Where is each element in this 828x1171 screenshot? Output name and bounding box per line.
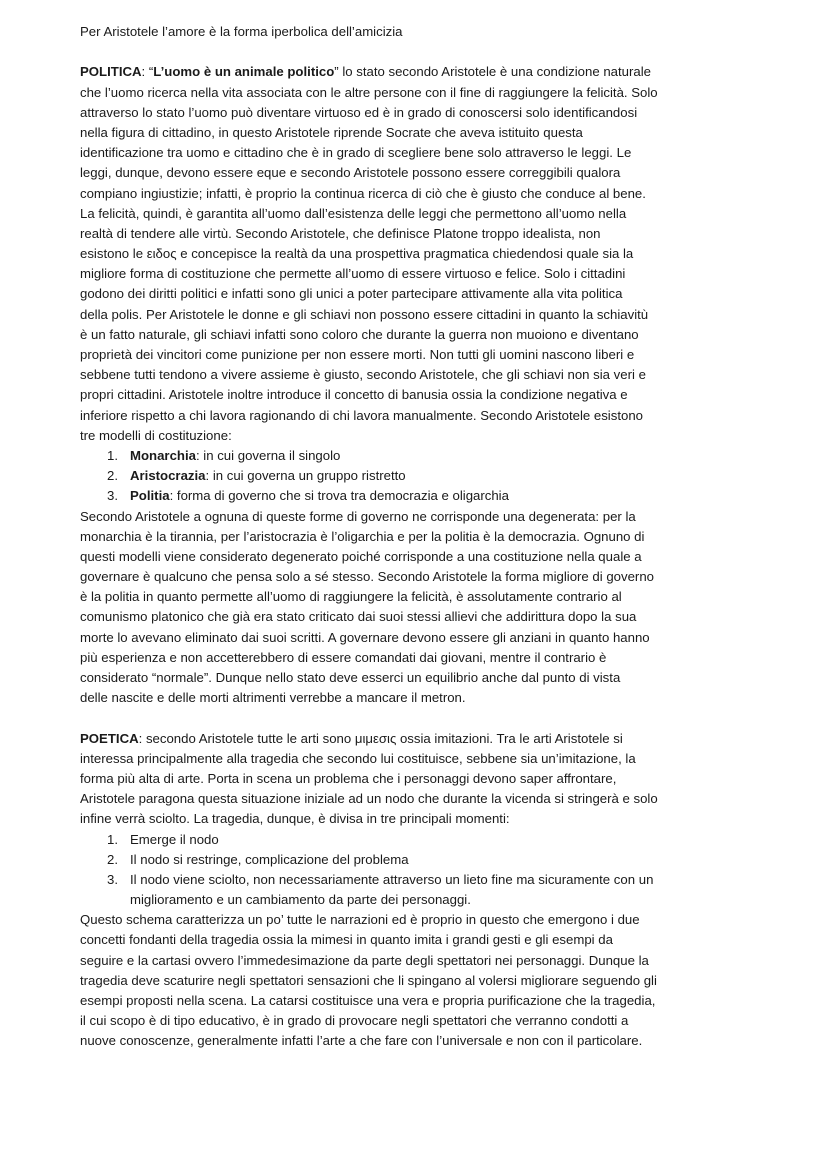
line-text: nella figura di cittadino, in questo Aristotele riprende Socrate che aveva istituito questa bbox=[80, 124, 583, 140]
list-item-description: Il nodo viene sciolto, non necessariamente attraverso un lieto fine ma sicuramente con un bbox=[130, 871, 654, 887]
text-line bbox=[80, 527, 658, 547]
line-text: miglioramento e un cambiamento da parte dei personaggi. bbox=[130, 892, 471, 908]
list-item bbox=[80, 466, 658, 486]
list-item bbox=[80, 830, 658, 850]
blank-line bbox=[80, 708, 658, 728]
section-heading: POLITICA bbox=[80, 64, 142, 80]
text-line bbox=[80, 769, 658, 789]
text-line bbox=[80, 668, 658, 688]
text-line bbox=[80, 648, 658, 668]
list-item-text bbox=[130, 852, 409, 867]
blank-line bbox=[80, 42, 658, 62]
line-text: comunismo platonico che già era stato criticato dai suoi stessi allievi che addirittura dopo la sua bbox=[80, 609, 637, 625]
line-text: tragedia deve scaturire negli spettatori sensazioni che li spingano al volersi migliorare seguendo gli bbox=[80, 972, 657, 988]
text-line bbox=[80, 930, 658, 950]
line-text: nuove conoscenze, generalmente infatti l’arte a che fare con l’universale e non con il particolare. bbox=[80, 1033, 643, 1049]
text-line bbox=[80, 184, 658, 204]
text-line bbox=[80, 284, 658, 304]
line-text: il cui scopo è di tipo educativo, è in grado di provocare negli spettatori che verranno condotti a bbox=[80, 1013, 629, 1029]
line-text: della polis. Per Aristotele le donne e gli schiavi non possono essere cittadini in quanto la schiavitù bbox=[80, 306, 649, 322]
text-line bbox=[80, 103, 658, 123]
text-line bbox=[80, 809, 658, 829]
text-line bbox=[80, 890, 658, 910]
text-line bbox=[80, 688, 658, 708]
list-item bbox=[80, 850, 658, 870]
line-text: forma più alta di arte. Porta in scena un problema che i personaggi devono saper affrontare, bbox=[80, 770, 617, 786]
line-text: monarchia è la tirannia, per l’aristocrazia è l’oligarchia e per la politia è la democrazia. Ognuno di bbox=[80, 528, 645, 544]
list-number: 3. bbox=[107, 488, 118, 504]
text-line bbox=[80, 1011, 658, 1031]
line-text: identificazione tra uomo e cittadino che è in grado di scegliere bene solo attraverso le leggi. Le bbox=[80, 145, 632, 161]
line-text: governare è qualcuno che pensa solo a sé stesso. Secondo Aristotele la forma migliore di governo bbox=[80, 569, 654, 585]
line-text: : “ bbox=[141, 64, 154, 80]
list-item-description: : in cui governa un gruppo ristretto bbox=[205, 468, 406, 484]
text-line bbox=[80, 1031, 658, 1051]
text-line bbox=[80, 587, 658, 607]
text-line bbox=[80, 547, 658, 567]
line-text: La felicità, quindi, è garantita all’uomo dall’esistenza delle leggi che permettono all’uomo nella bbox=[80, 205, 627, 221]
line-text: leggi, dunque, devono essere eque e secondo Aristotele possono essere correggibili qualora bbox=[80, 165, 621, 181]
list-item-description: Emerge il nodo bbox=[130, 831, 219, 847]
line-text: delle nascite e delle morti altrimenti verrebbe a mancare il metron. bbox=[80, 690, 466, 706]
text-line bbox=[80, 244, 658, 264]
list-item bbox=[80, 870, 658, 890]
list-item-description: : in cui governa il singolo bbox=[195, 447, 341, 463]
text-line bbox=[80, 163, 658, 183]
line-text: propri cittadini. Aristotele inoltre introduce il concetto di banusia ossia la condizione negativa e bbox=[80, 387, 628, 403]
line-text: proprietà dei vincitori come punizione per non essere morti. Non tutti gli uomini nascono liberi e bbox=[80, 347, 635, 362]
line-text: realtà di tendere alle virtù. Secondo Aristotele, che definisce Platone troppo idealista, non bbox=[80, 225, 601, 241]
line-text: è la politia in quanto permette all’uomo di raggiungere la felicità, è assolutamente contrario al bbox=[80, 589, 622, 605]
line-text: ” lo stato secondo Aristotele è una condizione naturale bbox=[334, 64, 651, 80]
line-text: concetti fondanti della tragedia ossia la mimesi in quanto imita i grandi gesti e gli esempi da bbox=[80, 932, 613, 948]
line-text: questi modelli viene considerato degenerato poiché corrisponde a una costituzione nella quale a bbox=[80, 548, 642, 564]
list-number: 2. bbox=[107, 468, 118, 484]
line-text: attraverso lo stato l’uomo può diventare virtuoso ed è in grado di conoscersi solo identificandosi bbox=[80, 104, 638, 120]
line-text: migliore forma di costituzione che permette all’uomo di essere virtuoso e felice. Solo i cittadini bbox=[80, 266, 626, 282]
text-line bbox=[80, 991, 658, 1011]
line-text: considerato “normale”. Dunque nello stato deve esserci un equilibrio anche dal punto di vista bbox=[80, 670, 621, 685]
list-item-text bbox=[130, 468, 406, 483]
text-line bbox=[80, 123, 658, 143]
list-item-text bbox=[130, 832, 219, 847]
text-line bbox=[80, 325, 658, 345]
list-item bbox=[80, 486, 658, 506]
line-text: compiano ingiustizie; infatti, è proprio la continua ricerca di ciò che è giusto che conduce al bene. bbox=[80, 185, 646, 201]
text-line bbox=[80, 365, 658, 385]
text-line bbox=[80, 345, 658, 365]
text-line bbox=[80, 507, 658, 527]
list-item-term: Monarchia bbox=[130, 447, 196, 463]
line-text: Aristotele paragona questa situazione iniziale ad un nodo che durante la vicenda si stringerà e solo bbox=[80, 791, 658, 807]
quote-emphasis: L’uomo è un animale politico bbox=[153, 64, 335, 80]
document-title: Per Aristotele l’amore è la forma iperbolica dell’amicizia bbox=[80, 24, 403, 39]
line-text: Questo schema caratterizza un po’ tutte le narrazioni ed è proprio in questo che emergono i due bbox=[80, 912, 640, 928]
list-number: 2. bbox=[107, 851, 118, 867]
text-line bbox=[80, 749, 658, 769]
text-line bbox=[80, 628, 658, 648]
text-line bbox=[80, 910, 658, 930]
line-text: infine verrà sciolto. La tragedia, dunque, è divisa in tre principali momenti: bbox=[80, 811, 510, 827]
line-text: godono dei diritti politici e infatti sono gli unici a poter partecipare attivamente alla vita politica bbox=[80, 286, 623, 302]
text-line bbox=[80, 789, 658, 809]
line-text: seguire e la cartasi ovvero l’immedesimazione da parte degli spettatori nei personaggi. Dunque la bbox=[80, 952, 649, 968]
line-text: che l’uomo ricerca nella vita associata con le altre persone con il fine di raggiungere la felicità. Solo bbox=[80, 84, 658, 100]
text-line bbox=[80, 385, 658, 405]
text-line bbox=[80, 971, 658, 991]
list-number: 1. bbox=[107, 447, 118, 463]
list-number: 3. bbox=[107, 871, 118, 887]
line-text: : secondo Aristotele tutte le arti sono μιμεσις ossia imitazioni. Tra le arti Aristotele si bbox=[138, 730, 623, 746]
line-text: inferiore rispetto a chi lavora ragionando di chi lavora manualmente. Secondo Aristotele esistono bbox=[80, 407, 643, 423]
text-line bbox=[80, 62, 658, 82]
line-text: morte lo avevano eliminato dai suoi scritti. A governare devono essere gli anziani in quanto hanno bbox=[80, 629, 650, 645]
list-item-text bbox=[130, 488, 509, 503]
list-item bbox=[80, 446, 658, 466]
text-line bbox=[80, 143, 658, 163]
list-item-text bbox=[130, 448, 340, 463]
text-line bbox=[80, 83, 658, 103]
text-line bbox=[80, 305, 658, 325]
text-line bbox=[80, 607, 658, 627]
list-item-description: Il nodo si restringe, complicazione del problema bbox=[130, 851, 409, 867]
text-line bbox=[80, 204, 658, 224]
line-text: Secondo Aristotele a ognuna di queste forme di governo ne corrisponde una degenerata: per la bbox=[80, 508, 636, 524]
list-item-term: Aristocrazia bbox=[130, 468, 206, 484]
text-line bbox=[80, 567, 658, 587]
list-item-term: Politia bbox=[130, 488, 170, 504]
line-text: interessa principalmente alla tragedia che secondo lui costituisce, sebbene sia un’imitazione, la bbox=[80, 750, 636, 766]
line-text: sebbene tutti tendono a vivere assieme è giusto, secondo Aristotele, che gli schiavi non sia veri e bbox=[80, 367, 646, 383]
text-line bbox=[80, 406, 658, 426]
line-text: esempi proposti nella scena. La catarsi costituisce una vera e propria purificazione che la tragedia, bbox=[80, 993, 656, 1008]
line-text: è un fatto naturale, gli schiavi infatti sono coloro che durante la guerra non muoiono e diventano bbox=[80, 326, 639, 342]
text-line bbox=[80, 729, 658, 749]
line-text: esistono le ειδος e concepisce la realtà da una prospettiva pragmatica chiedendosi quale sia la bbox=[80, 246, 634, 262]
section-politica bbox=[80, 62, 658, 708]
document-page bbox=[80, 22, 658, 1052]
section-poetica bbox=[80, 729, 658, 1052]
text-line bbox=[80, 224, 658, 244]
list-item-text bbox=[130, 872, 653, 887]
text-line bbox=[80, 264, 658, 284]
list-number: 1. bbox=[107, 831, 118, 847]
list-item-description: : forma di governo che si trova tra democrazia e oligarchia bbox=[169, 488, 509, 504]
line-text: più esperienza e non accetterebbero di essere comandati dai giovani, mentre il contrario è bbox=[80, 649, 607, 665]
section-heading: POETICA bbox=[80, 730, 139, 746]
text-line bbox=[80, 426, 658, 446]
text-line bbox=[80, 951, 658, 971]
line-text: tre modelli di costituzione: bbox=[80, 427, 232, 443]
